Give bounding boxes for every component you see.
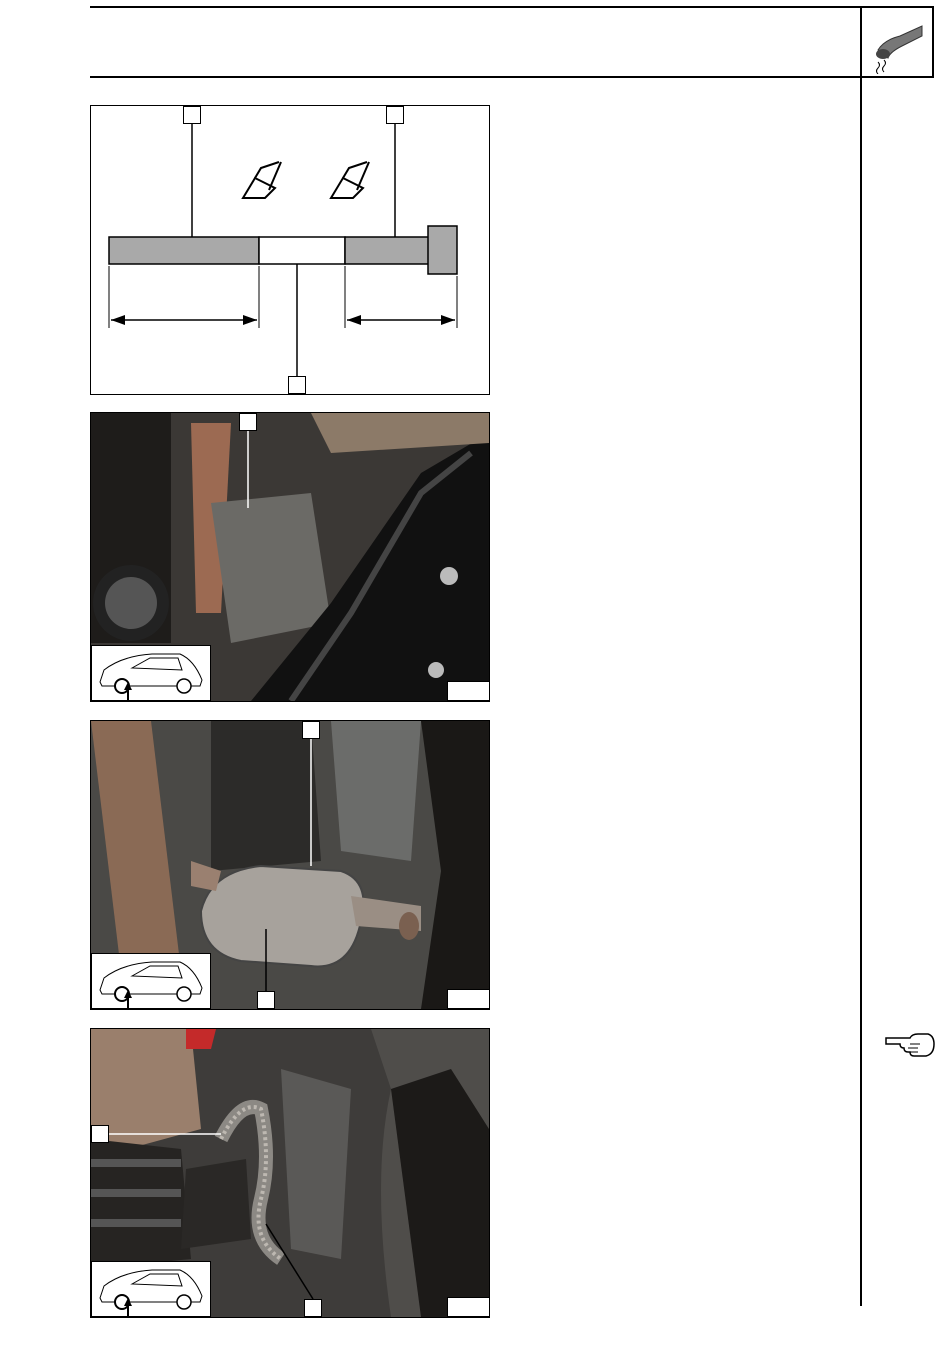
underbody-photo-1 <box>90 412 490 702</box>
figure-number-box <box>447 989 490 1009</box>
vehicle-location-thumbnail <box>91 1261 211 1317</box>
underbody-photo-2 <box>90 720 490 1010</box>
pointing-hand-icon <box>884 1030 936 1060</box>
pipe-cut-diagram <box>90 105 490 395</box>
figure-number-box <box>447 1297 490 1317</box>
callout-top <box>239 413 257 431</box>
callout-top <box>302 721 320 739</box>
exhaust-pipe-icon <box>866 14 928 74</box>
callout-bottom <box>288 376 306 394</box>
saw-icon <box>239 158 285 202</box>
header-right-rule <box>932 6 934 78</box>
saw-icon <box>327 158 373 202</box>
callout-bottom <box>257 991 275 1009</box>
underbody-photo-3 <box>90 1028 490 1318</box>
vehicle-location-thumbnail <box>91 645 211 701</box>
callout-right <box>386 106 404 124</box>
margin-rule <box>860 6 862 1306</box>
figure-number-box <box>447 681 490 701</box>
vehicle-location-thumbnail <box>91 953 211 1009</box>
callout-left <box>91 1125 109 1143</box>
callout-left <box>183 106 201 124</box>
callout-bottom <box>304 1299 322 1317</box>
header-top-rule <box>90 6 934 8</box>
header-bottom-rule <box>90 76 934 78</box>
